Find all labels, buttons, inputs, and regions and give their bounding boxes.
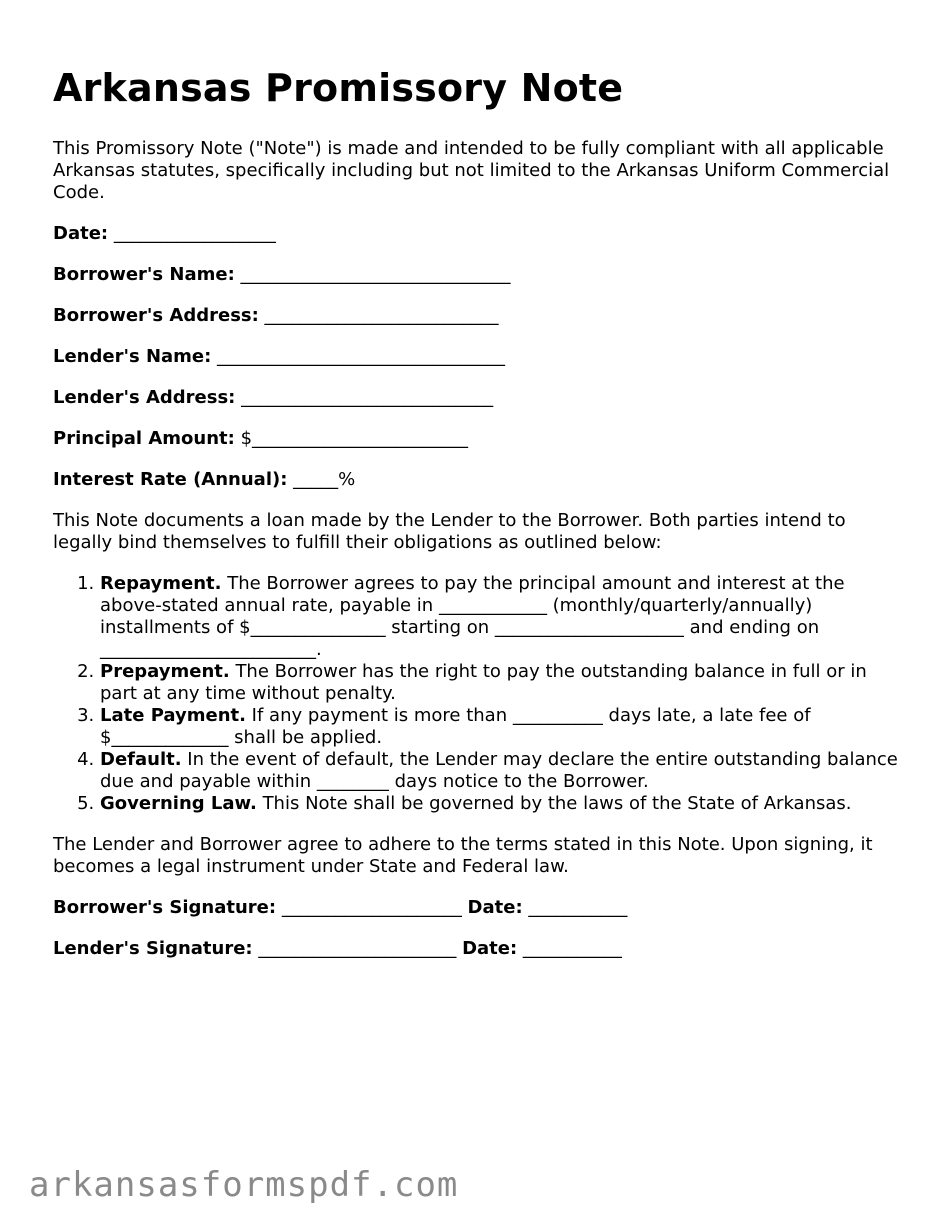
lender-signature-blank: ______________________ <box>252 938 463 959</box>
term-text: This Note shall be governed by the laws of the State of Arkansas. <box>256 793 852 814</box>
lender-signature-line <box>53 938 905 960</box>
lender-signature-label: Lender's Signature: <box>53 938 253 959</box>
borrower-name-blank: ______________________________ <box>234 264 511 285</box>
borrower-signature-line <box>53 897 905 919</box>
intro-paragraph: This Promissory Note ("Note") is made and intended to be fully compliant with all applicable Arkansas statutes, specifically including but not limited to the Arkansas Uniform Commercial Code. <box>53 138 890 203</box>
term-text: In the event of default, the Lender may declare the entire outstanding balance due and payable within ________ days notice to the Borrower. <box>100 749 898 792</box>
lender-name-label: Lender's Name: <box>53 346 212 367</box>
borrower-signature-blank: ____________________ <box>276 897 468 918</box>
term-heading: Repayment. <box>100 573 222 594</box>
term-default <box>100 749 905 793</box>
term-heading: Governing Law. <box>100 793 257 814</box>
term-heading: Late Payment. <box>100 705 246 726</box>
borrower-date-label: Date: <box>467 897 523 918</box>
date-label: Date: <box>53 223 109 244</box>
page-title: Arkansas Promissory Note <box>53 66 624 110</box>
principal-amount-field <box>53 428 905 450</box>
interest-rate-field <box>53 469 905 491</box>
term-heading: Default. <box>100 749 182 770</box>
borrower-name-label: Borrower's Name: <box>53 264 235 285</box>
date-field <box>53 223 905 245</box>
lender-name-blank: ________________________________ <box>211 346 506 367</box>
term-late-payment <box>100 705 905 749</box>
term-text: The Borrower has the right to pay the outstanding balance in full or in part at any time without penalty. <box>100 661 867 704</box>
lender-address-blank: ____________________________ <box>235 387 494 408</box>
loan-description-paragraph: This Note documents a loan made by the Lender to the Borrower. Both parties intend to legally bind themselves to fulfill their obligations as outlined below: <box>53 510 846 553</box>
lender-name-field <box>53 346 905 368</box>
borrower-date-blank: ___________ <box>522 897 628 918</box>
lender-address-field <box>53 387 905 409</box>
borrower-address-label: Borrower's Address: <box>53 305 259 326</box>
lender-date-label: Date: <box>462 938 518 959</box>
principal-amount-blank: $________________________ <box>234 428 469 449</box>
interest-rate-blank: _____% <box>287 469 356 490</box>
terms-list <box>53 573 905 815</box>
date-blank: __________________ <box>108 223 276 244</box>
interest-rate-label: Interest Rate (Annual): <box>53 469 288 490</box>
agreement-paragraph: The Lender and Borrower agree to adhere to the terms stated in this Note. Upon signing, it becomes a legal instrument under State and Federal law. <box>53 834 873 877</box>
site-watermark: arkansasformspdf.com <box>29 1165 459 1205</box>
term-heading: Prepayment. <box>100 661 230 682</box>
document-page <box>53 62 905 960</box>
term-text: The Borrower agrees to pay the principal amount and interest at the above-stated annual rate, payable in ____________ (monthly/quarterly/annually) installments of $_______________ starting on _____________________ and ending on ________________________. <box>100 573 845 660</box>
lender-date-blank: ___________ <box>517 938 622 959</box>
borrower-address-blank: __________________________ <box>258 305 499 326</box>
term-governing-law <box>100 793 905 815</box>
borrower-address-field <box>53 305 905 327</box>
borrower-name-field <box>53 264 905 286</box>
term-text: If any payment is more than __________ days late, a late fee of $_____________ shall be applied. <box>100 705 811 748</box>
principal-amount-label: Principal Amount: <box>53 428 235 449</box>
lender-address-label: Lender's Address: <box>53 387 236 408</box>
term-prepayment <box>100 661 905 705</box>
borrower-signature-label: Borrower's Signature: <box>53 897 277 918</box>
term-repayment <box>100 573 905 661</box>
